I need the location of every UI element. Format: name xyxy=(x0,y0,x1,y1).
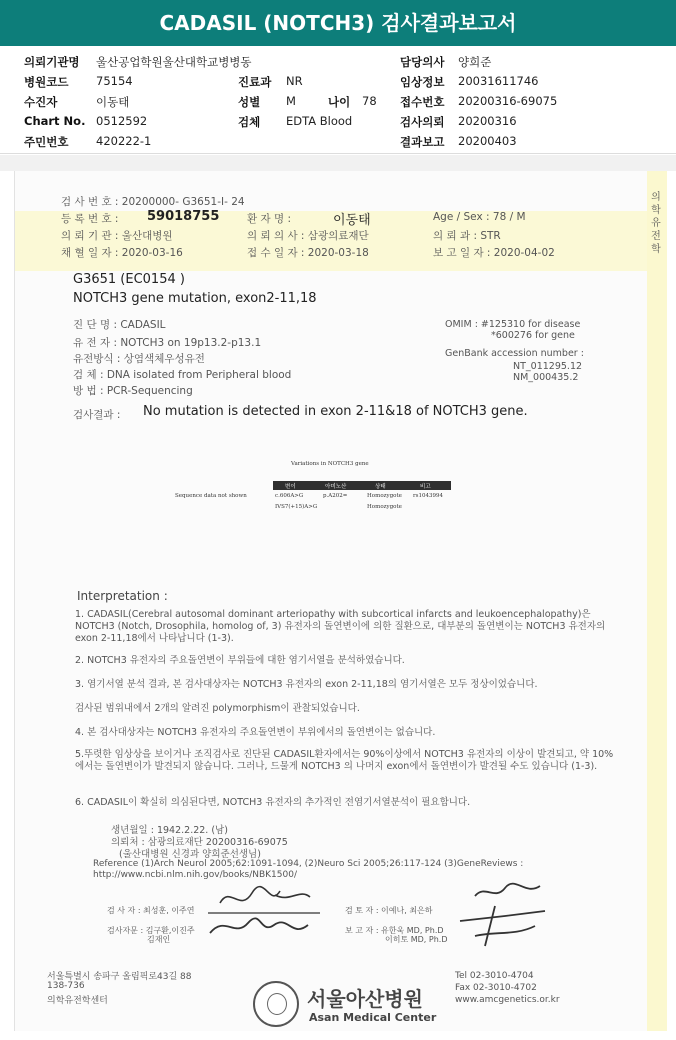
variations-title: Variations in NOTCH3 gene xyxy=(291,461,369,467)
genbank-nt: NT_011295.12 xyxy=(513,361,583,372)
interp-p3b: 검사된 범위내에서 2개의 알려진 polymorphism이 관찰되었습니다. xyxy=(75,703,360,714)
vt-r1-c2: Homozygote xyxy=(367,504,402,510)
method: 방 법 : PCR-Sequencing xyxy=(73,385,193,397)
checker: 검 토 자 : 이예나, 최은하 xyxy=(345,906,433,915)
advisor-2: 김재인 xyxy=(147,935,171,944)
specimen-value: EDTA Blood xyxy=(286,114,353,128)
specimen: 검 체 : DNA isolated from Peripheral blood xyxy=(73,369,292,381)
website: www.amcgenetics.or.kr xyxy=(455,995,560,1005)
patient-value: 이동태 xyxy=(96,95,130,109)
request-value: 20200316 xyxy=(458,114,517,128)
signature-checker xyxy=(445,876,565,956)
fax: Fax 02-3010-4702 xyxy=(455,983,537,993)
req-agency: 의 뢰 의 사 : 삼광의료재단 xyxy=(247,230,369,242)
hospital-logo xyxy=(253,981,299,1027)
vt-r0-c3: rs1043994 xyxy=(413,493,443,499)
chart-label: Chart No. xyxy=(24,114,86,128)
vt-r0-c1: p.A202= xyxy=(323,493,348,499)
report-date-label: 결과보고 xyxy=(400,135,445,149)
address-3: 의학유전학센터 xyxy=(47,996,108,1006)
vt-header-0: 변이 xyxy=(285,484,296,490)
test-number: 검 사 번 호 : 20200000- G3651-I- 24 xyxy=(61,196,245,208)
sex-label: 성별 xyxy=(238,95,261,109)
report-date-value: 20200403 xyxy=(458,134,517,148)
dept-label: 진료과 xyxy=(238,75,272,89)
hospital-name-eng: Asan Medical Center xyxy=(309,1011,437,1024)
specimen-label: 검체 xyxy=(238,115,261,129)
vt-r0-c0: c.606A>G xyxy=(275,493,304,499)
scanned-report xyxy=(14,171,666,1031)
receive-date: 접 수 일 자 : 2020-03-18 xyxy=(247,247,369,259)
interp-p3: 3. 염기서열 분석 결과, 본 검사대상자는 NOTCH3 유전자의 exon 2-11,18의 염기서열은 모두 정상이었습니다. xyxy=(75,679,538,690)
patient-label: 수진자 xyxy=(24,95,58,109)
genbank-nm: NM_000435.2 xyxy=(513,372,579,383)
reg-no-label: 등 록 번 호 : xyxy=(61,213,119,225)
age-value: 78 xyxy=(362,94,377,108)
test-code: G3651 (EC0154 ) xyxy=(73,272,185,287)
interp-p6: 6. CADASIL이 확실히 의심된다면, NOTCH3 유전자의 추가적인 전염기서열분석이 필요합니다. xyxy=(75,797,471,808)
doctor-value: 양희준 xyxy=(458,55,492,69)
dept-value: NR xyxy=(286,74,303,88)
separator xyxy=(0,155,676,171)
doctor-label: 담당의사 xyxy=(400,55,445,69)
signature-tester xyxy=(200,883,330,943)
reg-no-value: 59018755 xyxy=(147,209,220,224)
inheritance: 유전방식 : 상염색체우성유전 xyxy=(73,353,205,365)
highlight-strip xyxy=(647,171,667,1031)
vt-r0-c2: Homozygote xyxy=(367,493,402,499)
vt-r1-c0: IVS7(+15)A>G xyxy=(275,504,318,510)
age-label: 나이 xyxy=(328,95,351,109)
gene: 유 전 자 : NOTCH3 on 19p13.2-p13.1 xyxy=(73,337,262,349)
vt-header-3: 비고 xyxy=(420,484,431,490)
patient-name-value: 이동태 xyxy=(333,213,371,228)
reference-url: http://www.ncbi.nlm.nih.gov/books/NBK1500/ xyxy=(93,870,297,880)
vt-header-1: 아미노산 xyxy=(325,484,347,490)
collect-date: 채 혈 일 자 : 2020-03-16 xyxy=(61,247,183,259)
test-name: NOTCH3 gene mutation, exon2-11,18 xyxy=(73,291,317,306)
rrn-value: 420222-1 xyxy=(96,134,152,148)
patient-name-label: 환 자 명 : xyxy=(247,213,291,225)
req-dept: 의 뢰 과 : STR xyxy=(433,230,501,242)
interp-p4: 4. 본 검사대상자는 NOTCH3 유전자의 주요돌연변이 부위에서의 돌연변이는 없습니다. xyxy=(75,727,436,738)
report-date: 보 고 일 자 : 2020-04-02 xyxy=(433,247,555,259)
tel: Tel 02-3010-4704 xyxy=(455,971,534,981)
interp-p5: 5.뚜렷한 임상상을 보이거나 조직검사로 진단된 CADASIL환자에서는 90%이상에서 NOTCH3 유전자의 이상이 발견되고, 약 10%에서는 돌연변이가 발견되지 않습니다. 그러나, 드물게 NOTCH3 의 나머지 exon에서 돌연변이가 발견될 수도 있습니다 (1-3). xyxy=(75,749,614,772)
reporter-2: 이히토 MD, Ph.D xyxy=(385,935,448,944)
address-2: 138-736 xyxy=(47,981,85,991)
receipt-value: 20200316-69075 xyxy=(458,94,558,108)
institution-value: 울산공업학원울산대학교병병동 xyxy=(96,55,252,69)
institution-label: 의뢰기관명 xyxy=(24,55,80,69)
request-source: 의뢰처 : 삼광의료재단 20200316-69075 xyxy=(111,837,288,848)
diagnosis: 진 단 명 : CADASIL xyxy=(73,319,166,331)
omim-disease: OMIM : #125310 for disease xyxy=(445,319,581,330)
request-label: 검사의뢰 xyxy=(400,115,445,129)
vt-header-2: 상태 xyxy=(375,484,386,490)
dept-vertical-label: 의학유전학 xyxy=(651,192,661,255)
request-source-2: (울산대병원 신경과 양희준선생님) xyxy=(119,849,261,860)
result-label: 검사결과 : xyxy=(73,409,121,421)
variations-table xyxy=(175,459,475,519)
hospital-code-value: 75154 xyxy=(96,74,133,88)
result-text: No mutation is detected in exon 2-11&18 of NOTCH3 gene. xyxy=(143,404,528,419)
genbank-label: GenBank accession number : xyxy=(445,348,584,359)
chart-value: 0512592 xyxy=(96,114,148,128)
birth-date: 생년월일 : 1942.2.22. (남) xyxy=(111,825,228,836)
hospital-name-kor: 서울아산병원 xyxy=(307,987,423,1011)
reference: Reference (1)Arch Neurol 2005;62:1091-1094, (2)Neuro Sci 2005;26:117-124 (3)GeneReviews : xyxy=(93,859,524,869)
receipt-label: 접수번호 xyxy=(400,95,445,109)
req-inst: 의 뢰 기 관 : 울산대병원 xyxy=(61,230,173,242)
interpretation-heading: Interpretation : xyxy=(77,589,168,603)
interp-p1: 1. CADASIL(Cerebral autosomal dominant arteriopathy with subcortical infarcts and leukoencephalopathy)은 NOTCH3 (Notch, Drosophila, homolog of, 3) 유전자의 돌연변이에 의한 질환으로, 대부분의 돌연변이는 NOTCH3 유전자의 exon 2-11,18에서 나타납니다 (1-3). xyxy=(75,609,606,644)
reporter: 보 고 자 : 유한욱 MD, Ph.D xyxy=(345,926,444,935)
hospital-code-label: 병원코드 xyxy=(24,75,69,89)
variations-side-label: Sequence data not shown xyxy=(175,493,247,499)
clinical-value: 20031611746 xyxy=(458,74,539,88)
address-1: 서울특별시 송파구 올림픽로43길 88 xyxy=(47,972,192,982)
clinical-label: 임상정보 xyxy=(400,75,445,89)
request-info-header xyxy=(0,46,676,154)
interp-p2: 2. NOTCH3 유전자의 주요돌연변이 부위들에 대한 염기서열을 분석하였습니다. xyxy=(75,655,405,666)
advisor: 검사자문 : 김구환,이진주 xyxy=(107,926,195,935)
age-sex: Age / Sex : 78 / M xyxy=(433,211,526,223)
tester: 검 사 자 : 최성훈, 이주연 xyxy=(107,906,195,915)
rrn-label: 주민번호 xyxy=(24,135,69,149)
sex-value: M xyxy=(286,94,296,108)
report-title: CADASIL (NOTCH3) 검사결과보고서 xyxy=(0,0,676,46)
omim-gene: *600276 for gene xyxy=(491,330,575,341)
